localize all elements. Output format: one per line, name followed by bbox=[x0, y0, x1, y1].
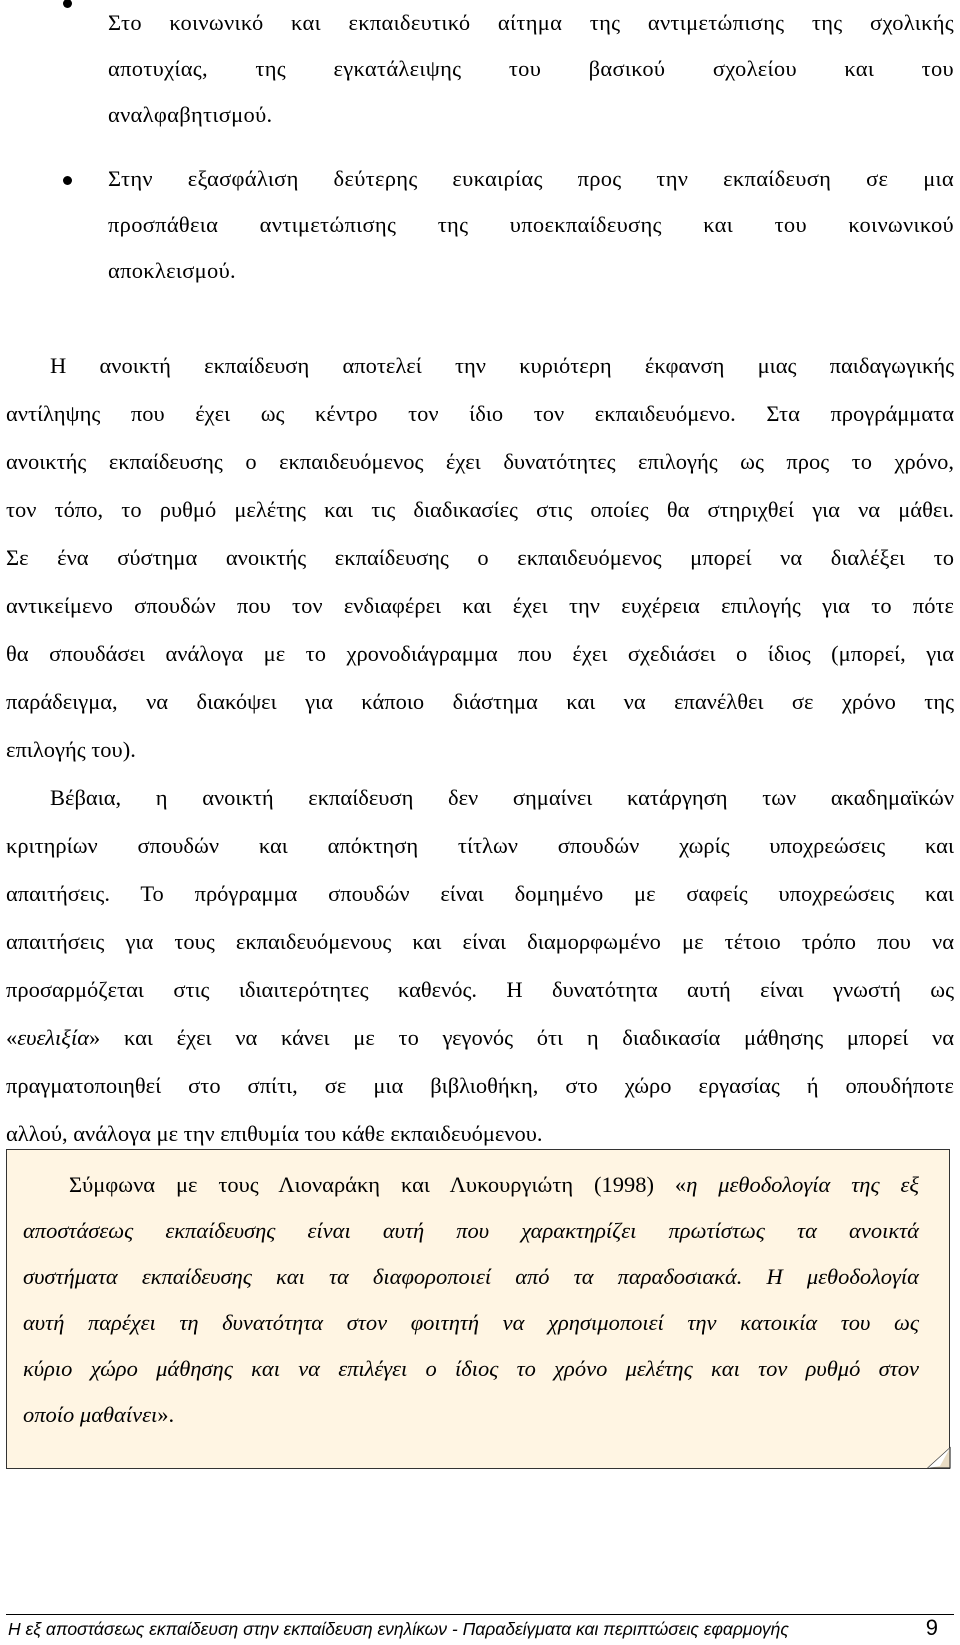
footer-rule bbox=[6, 1614, 954, 1615]
quote-intro-italic: η μεθοδολογία της εξ bbox=[686, 1172, 919, 1197]
paragraph-line: απαιτήσεις. Το πρόγραμμα σπουδών είναι δομημένο με σαφείς υποχρεώσεις και bbox=[6, 881, 954, 906]
bullet-item bbox=[0, 0, 960, 138]
bullet-icon bbox=[63, 176, 72, 185]
bullet-item bbox=[0, 156, 960, 294]
quote-intro: Σύμφωνα με τους Λιοναράκη και Λυκουργιώτη (1998) « bbox=[69, 1172, 687, 1197]
paragraph-line: επιλογής του). bbox=[6, 737, 136, 762]
term-flexibility: ευελιξία bbox=[17, 1025, 90, 1050]
quote-line: αποστάσεως εκπαίδευσης είναι αυτή που χαρακτηρίζει πρωτίστως τα ανοικτά bbox=[23, 1218, 919, 1243]
bullet-icon bbox=[63, 0, 72, 8]
bullet-line: αποκλεισμού. bbox=[108, 258, 236, 283]
page-curl-icon bbox=[924, 1446, 954, 1476]
paragraph-line: αλλού, ανάλογα με την επιθυμία του κάθε εκπαιδευόμενου. bbox=[6, 1121, 543, 1146]
quote-close: ». bbox=[157, 1402, 175, 1427]
bullet-line: αναλφαβητισμού. bbox=[108, 102, 273, 127]
quote-line bbox=[23, 1392, 919, 1438]
quote-mark: « bbox=[6, 1025, 18, 1050]
paragraph-line: Βέβαια, η ανοικτή εκπαίδευση δεν σημαίνει κατάργηση των ακαδημαϊκών bbox=[50, 785, 954, 810]
paragraph-flexibility bbox=[6, 774, 954, 1158]
running-footer: Η εξ αποστάσεως εκπαίδευση στην εκπαίδευση ενηλίκων - Παραδείγματα και περιπτώσεις εφαρμογής bbox=[8, 1619, 789, 1639]
quote-box bbox=[6, 1149, 950, 1469]
paragraph-line: αντικείμενο σπουδών που τον ενδιαφέρει και έχει την ευχέρεια επιλογής για το πότε bbox=[6, 593, 954, 618]
quote-line: συστήματα εκπαίδευσης και τα διαφοροποιεί από τα παραδοσιακά. Η μεθοδολογία bbox=[23, 1264, 919, 1289]
paragraph-line: τον τόπο, το ρυθμό μελέτης και τις διαδικασίες στις οποίες θα στηριχθεί για να μάθει. bbox=[6, 497, 954, 522]
quote-line bbox=[23, 1162, 919, 1208]
paragraph-line: παράδειγμα, να διακόψει για κάποιο διάστημα και να επανέλθει σε χρόνο της bbox=[6, 689, 954, 714]
paragraph-line: προσαρμόζεται στις ιδιαιτερότητες καθενός. Η δυνατότητα αυτή είναι γνωστή ως bbox=[6, 977, 954, 1002]
bullet-line: αποτυχίας, της εγκατάλειψης του βασικού σχολείου και του bbox=[108, 56, 954, 81]
bullet-line: Στο κοινωνικό και εκπαιδευτικό αίτημα της αντιμετώπισης της σχολικής bbox=[108, 10, 954, 35]
bullet-list bbox=[0, 0, 960, 294]
paragraph-line: Σε ένα σύστημα ανοικτής εκπαίδευσης ο εκπαιδευόμενος μπορεί να διαλέξει το bbox=[6, 545, 954, 570]
paragraph-line: Η ανοικτή εκπαίδευση αποτελεί την κυριότερη έκφανση μιας παιδαγωγικής bbox=[50, 353, 954, 378]
paragraph-line: θα σπουδάσει ανάλογα με το χρονοδιάγραμμα που έχει σχεδιάσει ο ίδιος (μπορεί, για bbox=[6, 641, 954, 666]
paragraph-line: ανοικτής εκπαίδευσης ο εκπαιδευόμενος έχει δυνατότητες επιλογής ως προς το χρόνο, bbox=[6, 449, 954, 474]
quote-line: κύριο χώρο μάθησης και να επιλέγει ο ίδιος το χρόνο μελέτης και τον ρυθμό στον bbox=[23, 1356, 919, 1381]
paragraph-line-flexibility bbox=[6, 1014, 954, 1062]
paragraph-line: πραγματοποιηθεί στο σπίτι, σε μια βιβλιοθήκη, στο χώρο εργασίας ή οπουδήποτε bbox=[6, 1073, 954, 1098]
paragraph-line: κριτηρίων σπουδών και απόκτηση τίτλων σπουδών χωρίς υποχρεώσεις και bbox=[6, 833, 954, 858]
paragraph-open-education bbox=[6, 342, 954, 774]
paragraph-line: απαιτήσεις για τους εκπαιδευόμενους και είναι διαμορφωμένο με τέτοιο τρόπο που να bbox=[6, 929, 954, 954]
quote-last-italic: οποίο μαθαίνει bbox=[23, 1402, 158, 1427]
quote-text bbox=[23, 1162, 919, 1438]
quote-line: αυτή παρέχει τη δυνατότητα στον φοιτητή να χρησιμοποιεί την κατοικία του ως bbox=[23, 1310, 919, 1335]
paragraph-line-rest: » και έχει να κάνει με το γεγονός ότι η διαδικασία μάθησης μπορεί να bbox=[89, 1025, 954, 1050]
paragraph-line: αντίληψης που έχει ως κέντρο τον ίδιο τον εκπαιδευόμενο. Στα προγράμματα bbox=[6, 401, 954, 426]
page-number: 9 bbox=[925, 1615, 938, 1640]
bullet-line: Στην εξασφάλιση δεύτερης ευκαιρίας προς την εκπαίδευση σε μια bbox=[108, 166, 954, 191]
bullet-line: προσπάθεια αντιμετώπισης της υποεκπαίδευσης και του κοινωνικού bbox=[108, 212, 954, 237]
